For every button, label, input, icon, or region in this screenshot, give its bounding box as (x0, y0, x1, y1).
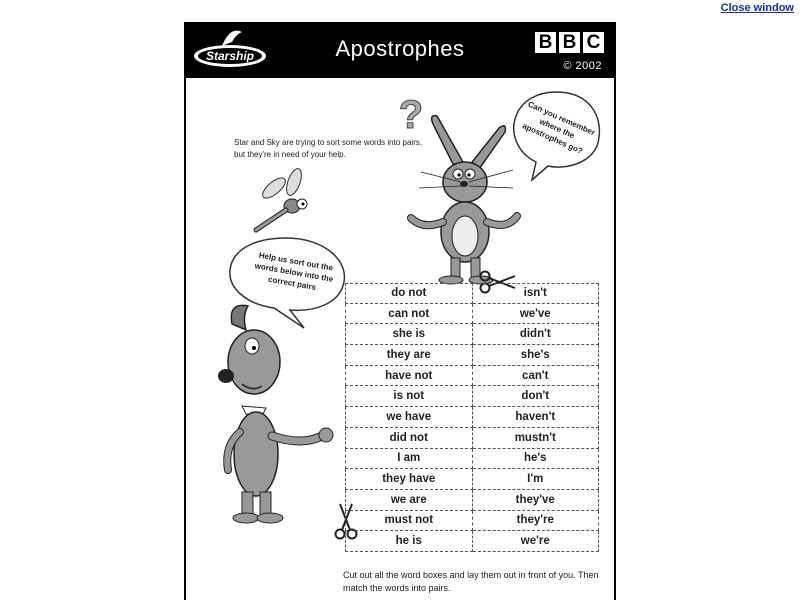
word-box: did not (345, 428, 473, 449)
word-box: they are (345, 345, 473, 366)
word-box: I'm (473, 469, 600, 490)
dog-bubble-text: Help us sort out the words below into the correct pairs (254, 250, 334, 292)
word-box: must not (345, 511, 473, 532)
word-row (345, 490, 599, 511)
word-box: can not (345, 304, 473, 325)
word-row (345, 428, 599, 449)
word-box: isn't (473, 283, 600, 304)
word-box: we have (345, 407, 473, 428)
dog-character-illustration (202, 296, 338, 528)
word-box: do not (345, 283, 473, 304)
word-row (345, 469, 599, 490)
word-row (345, 407, 599, 428)
word-row (345, 449, 599, 470)
bbc-letter: B (535, 32, 556, 53)
dragonfly-illustration (246, 166, 326, 238)
word-box: we've (473, 304, 600, 325)
bbc-letter: B (559, 32, 580, 53)
word-row (345, 366, 599, 387)
word-box: I am (345, 449, 473, 470)
word-box: didn't (473, 324, 600, 345)
word-box: mustn't (473, 428, 600, 449)
word-box: we're (473, 531, 600, 552)
word-box: don't (473, 386, 600, 407)
word-row (345, 511, 599, 532)
worksheet (184, 22, 616, 600)
bbc-logo (535, 32, 604, 53)
rabbit-bubble-text: Can you remember where the apostrophes go? (521, 99, 597, 156)
word-row (345, 283, 599, 304)
word-row (345, 345, 599, 366)
word-row (345, 386, 599, 407)
word-box: can't (473, 366, 600, 387)
word-row (345, 324, 599, 345)
word-box: she's (473, 345, 600, 366)
rabbit-character-illustration (401, 110, 521, 285)
word-box: they're (473, 511, 600, 532)
word-row (345, 531, 599, 552)
word-box: is not (345, 386, 473, 407)
word-pairs-grid (345, 283, 599, 552)
word-box: he's (473, 449, 600, 470)
close-window-link[interactable]: Close window (720, 2, 794, 14)
word-box: he is (345, 531, 473, 552)
logo-wordmark: Starship (205, 49, 255, 63)
page-title: Apostrophes (335, 36, 465, 61)
svg-text:?: ? (398, 93, 424, 137)
word-box: haven't (473, 407, 600, 428)
word-box: they've (473, 490, 600, 511)
word-row (345, 304, 599, 325)
instructions-text: Cut out all the word boxes and lay them out in front of you. Then match the words into pairs. (343, 570, 599, 593)
copyright-notice: © 2002 (563, 60, 602, 72)
intro-text: Star and Sky are trying to sort some words into pairs, but they're in need of your help. (234, 138, 423, 159)
bbc-letter: C (583, 32, 604, 53)
header-banner (186, 22, 614, 78)
word-box: they have (345, 469, 473, 490)
word-box: she is (345, 324, 473, 345)
word-box: have not (345, 366, 473, 387)
word-box: we are (345, 490, 473, 511)
